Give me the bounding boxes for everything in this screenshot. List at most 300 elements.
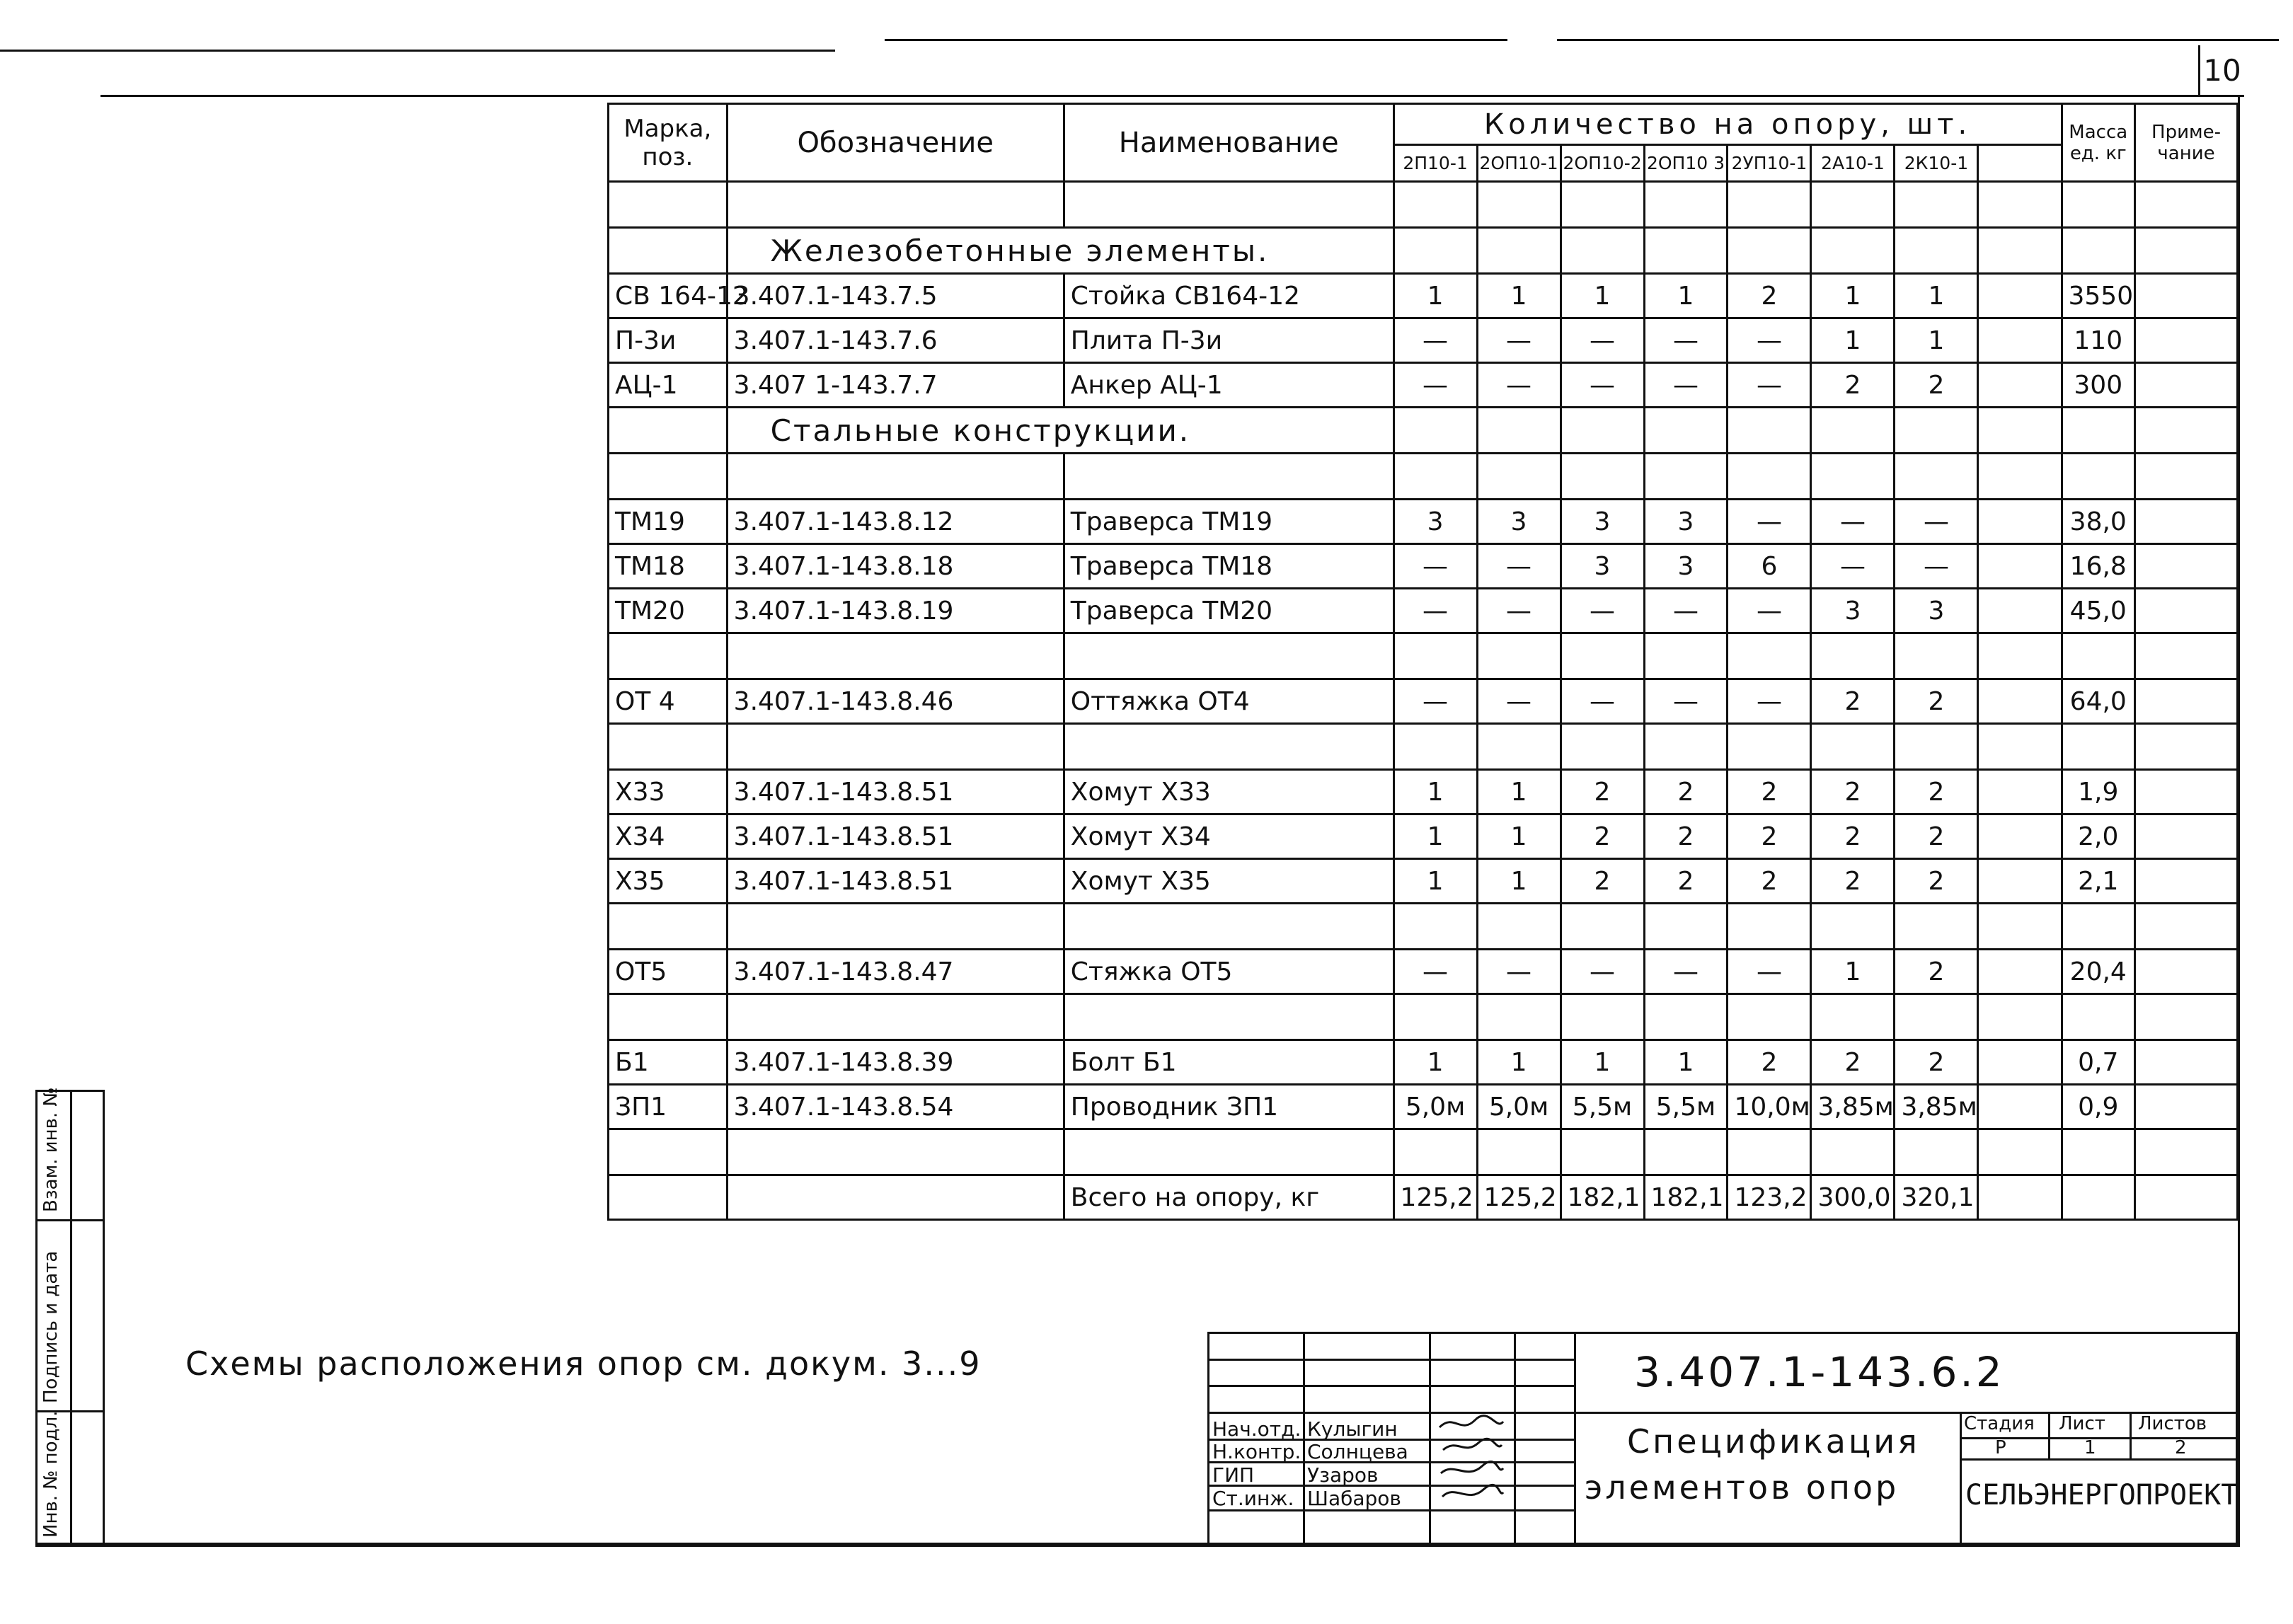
quantity-cell [1978, 1040, 2062, 1085]
name-cell: Траверса ТМ19 [1064, 500, 1393, 544]
mass-cell: 3550 [2062, 274, 2135, 318]
quantity-cell: 2 [1644, 814, 1728, 859]
empty-cell [727, 182, 1064, 228]
subheader-cell: 2ОП10 3 [1644, 145, 1728, 182]
blank-row [609, 994, 2238, 1040]
quantity-cell: — [1393, 318, 1477, 363]
name-cell: Стойка СВ164-12 [1064, 274, 1393, 318]
role-2: Н.контр. [1212, 1440, 1301, 1463]
mark-cell: Х33 [609, 770, 728, 814]
empty-cell [2135, 904, 2238, 950]
empty-cell [1895, 182, 1978, 228]
mass-cell: 0,9 [2062, 1085, 2135, 1129]
empty-cell [1644, 724, 1728, 770]
empty-cell [727, 454, 1064, 500]
empty-cell [1064, 994, 1393, 1040]
quantity-cell: 2 [1728, 814, 1811, 859]
specification-table [607, 103, 2239, 1221]
quantity-cell: 2 [1895, 859, 1978, 904]
quantity-cell: 2 [1644, 770, 1728, 814]
empty-cell [1895, 994, 1978, 1040]
empty-cell [1644, 904, 1728, 950]
document-title-2: элементов опор [1585, 1468, 1900, 1507]
note-cell [2135, 770, 2238, 814]
empty-cell [2062, 1175, 2135, 1220]
quantity-cell: 1 [1895, 274, 1978, 318]
quantity-cell: 5,5м [1561, 1085, 1644, 1129]
designation-cell: 3.407.1-143.8.51 [727, 770, 1064, 814]
total-value: 182,1 [1644, 1175, 1728, 1220]
empty-cell [1811, 182, 1895, 228]
empty-cell [1728, 904, 1811, 950]
quantity-cell: — [1644, 950, 1728, 994]
empty-cell [1644, 1129, 1728, 1175]
mark-cell: Б1 [609, 1040, 728, 1085]
quantity-cell: 1 [1811, 274, 1895, 318]
empty-cell [2135, 1175, 2238, 1220]
quantity-cell: 2 [1811, 814, 1895, 859]
quantity-cell: — [1561, 679, 1644, 724]
section-row [609, 228, 2238, 274]
quantity-cell [1978, 814, 2062, 859]
subheader-cell: 2А10-1 [1811, 145, 1895, 182]
empty-cell [1561, 454, 1644, 500]
quantity-cell: — [1561, 950, 1644, 994]
empty-cell [1895, 454, 1978, 500]
quantity-cell: 1 [1477, 770, 1561, 814]
sheet-label: Лист [2059, 1413, 2105, 1434]
name-cell: Стяжка ОТ5 [1064, 950, 1393, 994]
quantity-cell: 1 [1895, 318, 1978, 363]
col-designation-header: Обозначение [727, 104, 1064, 182]
quantity-cell: — [1393, 950, 1477, 994]
table-row [609, 814, 2238, 859]
name-2: Солнцева [1307, 1440, 1408, 1463]
quantity-cell: — [1895, 544, 1978, 589]
quantity-cell [1978, 950, 2062, 994]
mark-cell: СВ 164-12 [609, 274, 728, 318]
empty-cell [1393, 228, 1477, 274]
name-cell: Оттяжка ОТ4 [1064, 679, 1393, 724]
note-cell [2135, 500, 2238, 544]
empty-cell [1895, 228, 1978, 274]
empty-cell [1978, 454, 2062, 500]
quantity-cell: 2 [1561, 814, 1644, 859]
empty-cell [609, 724, 728, 770]
table-row [609, 770, 2238, 814]
quantity-cell: — [1644, 679, 1728, 724]
quantity-cell [1978, 770, 2062, 814]
mark-cell: П-3и [609, 318, 728, 363]
table-row [609, 589, 2238, 633]
empty-cell [2062, 904, 2135, 950]
total-value: 125,2 [1393, 1175, 1477, 1220]
quantity-cell: — [1393, 589, 1477, 633]
quantity-cell: — [1561, 589, 1644, 633]
quantity-cell: — [1895, 500, 1978, 544]
mark-cell: Х34 [609, 814, 728, 859]
quantity-cell: 2 [1728, 859, 1811, 904]
note-cell [2135, 544, 2238, 589]
quantity-cell: 1 [1393, 274, 1477, 318]
quantity-cell: — [1477, 679, 1561, 724]
designation-cell: 3.407 1-143.7.7 [727, 363, 1064, 408]
empty-cell [609, 228, 728, 274]
mark-cell: ТМ20 [609, 589, 728, 633]
mass-cell: 20,4 [2062, 950, 2135, 994]
name-cell: Проводник ЗП1 [1064, 1085, 1393, 1129]
quantity-cell: 2 [1895, 814, 1978, 859]
quantity-cell: 1 [1393, 814, 1477, 859]
quantity-cell: — [1393, 363, 1477, 408]
mark-cell: Х35 [609, 859, 728, 904]
quantity-cell: — [1393, 679, 1477, 724]
subheader-cell [1978, 145, 2062, 182]
col-mass-header: Масса ед. кг [2062, 104, 2135, 182]
quantity-cell: — [1561, 363, 1644, 408]
name-cell: Хомут Х35 [1064, 859, 1393, 904]
quantity-cell: 3 [1644, 500, 1728, 544]
empty-cell [1895, 1129, 1978, 1175]
quantity-cell: — [1393, 544, 1477, 589]
quantity-cell: 2 [1811, 679, 1895, 724]
table-row [609, 859, 2238, 904]
empty-cell [1477, 633, 1561, 679]
specification-body [609, 182, 2238, 1220]
quantity-cell: 1 [1561, 274, 1644, 318]
quantity-cell: 3,85м [1811, 1085, 1895, 1129]
table-row [609, 500, 2238, 544]
mass-cell: 0,7 [2062, 1040, 2135, 1085]
quantity-cell: 1 [1393, 859, 1477, 904]
quantity-cell: — [1644, 589, 1728, 633]
side-strip [35, 1087, 105, 1547]
quantity-cell: — [1728, 679, 1811, 724]
mass-cell: 45,0 [2062, 589, 2135, 633]
designation-cell: 3.407.1-143.8.51 [727, 859, 1064, 904]
empty-cell [1811, 633, 1895, 679]
empty-cell [1477, 994, 1561, 1040]
quantity-cell: — [1477, 950, 1561, 994]
total-row [609, 1175, 2238, 1220]
note-cell [2135, 859, 2238, 904]
empty-cell [1064, 904, 1393, 950]
name-cell: Анкер АЦ-1 [1064, 363, 1393, 408]
empty-cell [1644, 633, 1728, 679]
empty-cell [1644, 454, 1728, 500]
mark-cell: ОТ5 [609, 950, 728, 994]
mass-cell: 2,1 [2062, 859, 2135, 904]
sheets-label: Листов [2138, 1413, 2207, 1434]
organization-name: СЕЛЬЭНЕРГОПРОЕКТ [1965, 1479, 2239, 1511]
empty-cell [1477, 182, 1561, 228]
mass-cell: 2,0 [2062, 814, 2135, 859]
quantity-cell: 3 [1477, 500, 1561, 544]
quantity-cell: — [1477, 363, 1561, 408]
empty-cell [1895, 904, 1978, 950]
designation-cell: 3.407.1-143.8.51 [727, 814, 1064, 859]
empty-cell [1811, 1129, 1895, 1175]
empty-cell [1728, 454, 1811, 500]
quantity-cell: 2 [1811, 770, 1895, 814]
empty-cell [1064, 1129, 1393, 1175]
quantity-cell: 10,0м [1728, 1085, 1811, 1129]
empty-cell [727, 633, 1064, 679]
empty-cell [2062, 1129, 2135, 1175]
quantity-cell: 3 [1811, 589, 1895, 633]
quantity-cell [1978, 318, 2062, 363]
quantity-cell: 1 [1477, 274, 1561, 318]
quantity-cell [1978, 274, 2062, 318]
empty-cell [727, 994, 1064, 1040]
empty-cell [2062, 182, 2135, 228]
empty-cell [1644, 994, 1728, 1040]
empty-cell [1728, 633, 1811, 679]
empty-cell [2135, 1129, 2238, 1175]
empty-cell [1728, 408, 1811, 454]
note-cell [2135, 318, 2238, 363]
role-3: ГИП [1212, 1463, 1255, 1487]
mark-cell: ТМ18 [609, 544, 728, 589]
quantity-cell [1978, 589, 2062, 633]
empty-cell [1393, 182, 1477, 228]
quantity-cell: 6 [1728, 544, 1811, 589]
note-cell [2135, 363, 2238, 408]
quantity-cell: 2 [1811, 859, 1895, 904]
top-rule-3 [1557, 39, 2279, 41]
empty-cell [2135, 724, 2238, 770]
designation-cell: 3.407.1-143.8.46 [727, 679, 1064, 724]
stage-value: Р [1995, 1437, 2006, 1458]
empty-cell [1561, 724, 1644, 770]
empty-cell [1561, 904, 1644, 950]
quantity-cell: — [1811, 544, 1895, 589]
empty-cell [1064, 633, 1393, 679]
empty-cell [1978, 1175, 2062, 1220]
blank-row [609, 182, 2238, 228]
empty-cell [2135, 994, 2238, 1040]
empty-cell [609, 904, 728, 950]
empty-cell [609, 1175, 728, 1220]
quantity-cell: — [1561, 318, 1644, 363]
section-steel-structures: Стальные конструкции. [727, 408, 1393, 454]
empty-cell [1561, 633, 1644, 679]
quantity-cell: — [1477, 544, 1561, 589]
quantity-cell: 5,5м [1644, 1085, 1728, 1129]
quantity-cell: 2 [1644, 859, 1728, 904]
empty-cell [1811, 904, 1895, 950]
quantity-cell: 2 [1895, 679, 1978, 724]
empty-cell [2135, 182, 2238, 228]
note-cell [2135, 274, 2238, 318]
quantity-cell: — [1477, 589, 1561, 633]
mass-cell: 1,9 [2062, 770, 2135, 814]
empty-cell [1978, 633, 2062, 679]
subheader-cell: 2УП10-1 [1728, 145, 1811, 182]
note-cell [2135, 1040, 2238, 1085]
top-rule-2 [885, 39, 1507, 41]
quantity-cell: 1 [1393, 770, 1477, 814]
empty-cell [1393, 633, 1477, 679]
quantity-cell: 2 [1895, 363, 1978, 408]
designation-cell: 3.407.1-143.7.6 [727, 318, 1064, 363]
blank-row [609, 454, 2238, 500]
empty-cell [1978, 408, 2062, 454]
empty-cell [1477, 408, 1561, 454]
empty-cell [1811, 408, 1895, 454]
sheets-value: 2 [2175, 1437, 2187, 1458]
col-quantity-header: Количество на опору, шт. [1393, 104, 2062, 145]
quantity-cell: 2 [1561, 770, 1644, 814]
empty-cell [1728, 1129, 1811, 1175]
table-row [609, 274, 2238, 318]
designation-cell: 3.407.1-143.8.39 [727, 1040, 1064, 1085]
subheader-cell: 2ОП10-1 [1477, 145, 1561, 182]
mass-cell: 16,8 [2062, 544, 2135, 589]
empty-cell [609, 408, 728, 454]
empty-cell [2135, 408, 2238, 454]
name-cell: Хомут Х34 [1064, 814, 1393, 859]
empty-cell [609, 633, 728, 679]
table-row [609, 679, 2238, 724]
subheader-cell: 2ОП10-2 [1561, 145, 1644, 182]
name-1: Кулыгин [1307, 1417, 1398, 1441]
empty-cell [1561, 1129, 1644, 1175]
mark-cell: АЦ-1 [609, 363, 728, 408]
empty-cell [1895, 724, 1978, 770]
quantity-cell: 5,0м [1393, 1085, 1477, 1129]
empty-cell [609, 994, 728, 1040]
note-cell [2135, 814, 2238, 859]
mark-cell: ОТ 4 [609, 679, 728, 724]
quantity-cell: 1 [1477, 814, 1561, 859]
empty-cell [609, 454, 728, 500]
name-cell: Хомут Х33 [1064, 770, 1393, 814]
quantity-cell: — [1728, 950, 1811, 994]
mark-cell: ЗП1 [609, 1085, 728, 1129]
quantity-cell: — [1644, 363, 1728, 408]
blank-row [609, 904, 2238, 950]
empty-cell [1393, 408, 1477, 454]
quantity-cell [1978, 1085, 2062, 1129]
empty-cell [1811, 994, 1895, 1040]
quantity-cell: 2 [1728, 1040, 1811, 1085]
empty-cell [1561, 994, 1644, 1040]
section-reinforced-concrete: Железобетонные элементы. [727, 228, 1393, 274]
col-name-header: Наименование [1064, 104, 1393, 182]
table-row [609, 318, 2238, 363]
col-note-header: Приме- чание [2135, 104, 2238, 182]
empty-cell [1728, 228, 1811, 274]
quantity-cell: 3 [1561, 544, 1644, 589]
empty-cell [609, 1129, 728, 1175]
quantity-cell: 3,85м [1895, 1085, 1978, 1129]
subheader-cell: 2П10-1 [1393, 145, 1477, 182]
empty-cell [1477, 1129, 1561, 1175]
empty-cell [1728, 994, 1811, 1040]
inv-replace-label: Взам. инв. № [40, 1087, 62, 1212]
top-rule-1 [0, 50, 835, 52]
empty-cell [727, 1175, 1064, 1220]
empty-cell [1895, 633, 1978, 679]
empty-cell [1561, 228, 1644, 274]
empty-cell [1393, 454, 1477, 500]
name-cell: Плита П-3и [1064, 318, 1393, 363]
total-label: Всего на опору, кг [1064, 1175, 1393, 1220]
blank-row [609, 724, 2238, 770]
subheader-cell: 2К10-1 [1895, 145, 1978, 182]
quantity-cell: 3 [1561, 500, 1644, 544]
table-row [609, 544, 2238, 589]
quantity-cell: 2 [1895, 950, 1978, 994]
page-number: 10 [2198, 45, 2244, 97]
blank-row [609, 633, 2238, 679]
quantity-cell: 2 [1728, 274, 1811, 318]
empty-cell [1064, 182, 1393, 228]
mass-cell: 64,0 [2062, 679, 2135, 724]
mass-cell: 110 [2062, 318, 2135, 363]
empty-cell [1477, 904, 1561, 950]
note-cell [2135, 950, 2238, 994]
quantity-cell: — [1644, 318, 1728, 363]
quantity-cell: 1 [1811, 318, 1895, 363]
quantity-cell: 2 [1561, 859, 1644, 904]
total-value: 125,2 [1477, 1175, 1561, 1220]
designation-cell: 3.407.1-143.8.47 [727, 950, 1064, 994]
quantity-cell: 2 [1895, 770, 1978, 814]
empty-cell [1728, 182, 1811, 228]
empty-cell [2135, 228, 2238, 274]
designation-cell: 3.407.1-143.7.5 [727, 274, 1064, 318]
quantity-cell: 1 [1393, 1040, 1477, 1085]
empty-cell [727, 904, 1064, 950]
quantity-cell: 1 [1477, 1040, 1561, 1085]
empty-cell [2062, 454, 2135, 500]
table-row [609, 1040, 2238, 1085]
quantity-cell: 3 [1393, 500, 1477, 544]
empty-cell [1561, 408, 1644, 454]
quantity-cell: — [1728, 500, 1811, 544]
section-row [609, 408, 2238, 454]
quantity-cell: — [1477, 318, 1561, 363]
empty-cell [609, 182, 728, 228]
table-row [609, 1085, 2238, 1129]
quantity-cell [1978, 544, 2062, 589]
designation-cell: 3.407.1-143.8.19 [727, 589, 1064, 633]
document-title-1: Спецификация [1627, 1422, 1920, 1461]
empty-cell [1644, 228, 1728, 274]
name-cell: Траверса ТМ18 [1064, 544, 1393, 589]
empty-cell [2062, 633, 2135, 679]
empty-cell [2062, 228, 2135, 274]
quantity-cell: — [1728, 318, 1811, 363]
signatures [1432, 1413, 1510, 1509]
empty-cell [2135, 633, 2238, 679]
blank-row [609, 1129, 2238, 1175]
quantity-cell [1978, 679, 2062, 724]
stage-label: Стадия [1964, 1413, 2035, 1434]
empty-cell [2135, 454, 2238, 500]
total-value: 182,1 [1561, 1175, 1644, 1220]
empty-cell [1978, 994, 2062, 1040]
empty-cell [727, 724, 1064, 770]
empty-cell [1393, 994, 1477, 1040]
sheet-value: 1 [2084, 1437, 2096, 1458]
sign-date-label: Подпись и дата [40, 1250, 62, 1403]
quantity-cell: 5,0м [1477, 1085, 1561, 1129]
empty-cell [1811, 228, 1895, 274]
mark-cell: ТМ19 [609, 500, 728, 544]
